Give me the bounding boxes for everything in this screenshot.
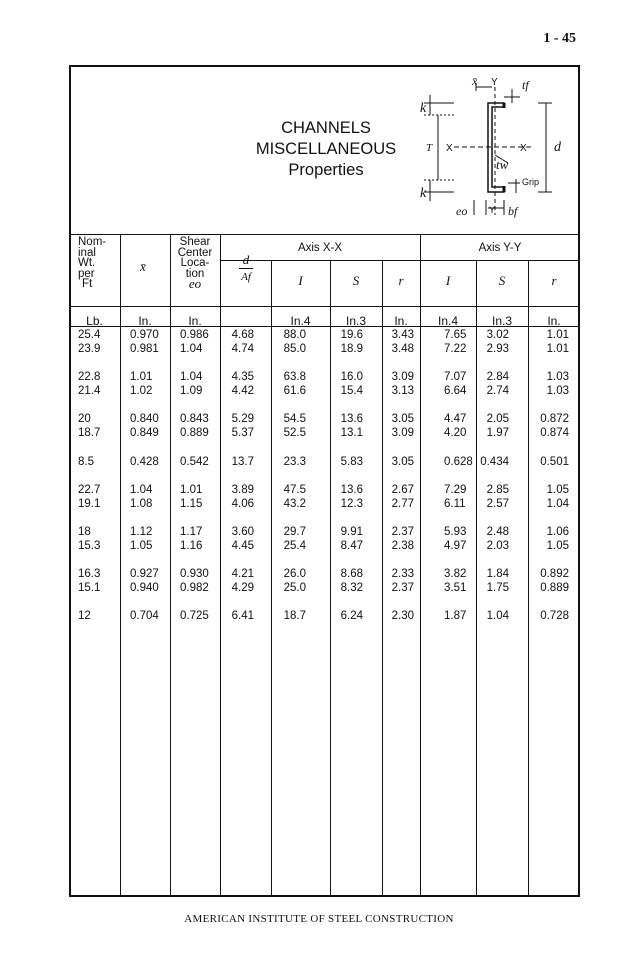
cell-yy-S: 1.75: [486, 582, 509, 594]
cell-xx-S: 5.83: [340, 456, 363, 468]
cell-xx-r: 3.09: [391, 371, 414, 383]
cell-xx-r: 3.05: [391, 413, 414, 425]
cell-d-af: 13.7: [231, 456, 254, 468]
cell-yy-S: 2.05: [486, 413, 509, 425]
cell-xx-r: 3.09: [391, 427, 414, 439]
unit-yy-I: In.4: [437, 314, 458, 328]
cell-nominal-weight: 18.7: [78, 427, 101, 439]
cell-nominal-weight: 22.8: [78, 371, 101, 383]
cell-xbar: 0.981: [130, 343, 159, 355]
cell-xx-S: 13.6: [340, 413, 363, 425]
cell-eo: 0.725: [180, 610, 209, 622]
cell-yy-r: 0.501: [540, 456, 569, 468]
cell-yy-S: 2.85: [486, 484, 509, 496]
cell-xx-I: 61.6: [283, 385, 306, 397]
cell-yy-S: 1.04: [486, 610, 509, 622]
cell-nominal-weight: 20: [78, 413, 91, 425]
cell-yy-I: 4.47: [444, 413, 467, 425]
cell-eo: 0.982: [180, 582, 209, 594]
cell-yy-r: 0.728: [540, 610, 569, 622]
cell-yy-I: 4.20: [444, 427, 467, 439]
header-yy-I: I: [445, 273, 451, 288]
diagram-label-tf: tf: [522, 78, 529, 92]
cell-yy-I: 6.11: [444, 498, 466, 510]
cell-eo: 0.542: [180, 456, 209, 468]
cell-yy-r: 0.872: [540, 413, 569, 425]
header-xx-r: r: [398, 273, 404, 288]
footer-text: AMERICAN INSTITUTE OF STEEL CONSTRUCTION: [184, 913, 454, 925]
cell-xx-r: 2.67: [391, 484, 414, 496]
diagram-label-T: T: [426, 142, 433, 154]
cell-eo: 1.04: [180, 343, 203, 355]
cell-xx-I: 88.0: [283, 329, 306, 341]
title-line-3: Properties: [288, 161, 364, 179]
cell-xx-I: 43.2: [283, 498, 306, 510]
diagram-label-d: d: [554, 140, 561, 155]
cell-yy-S: 1.84: [486, 568, 509, 580]
unit-xbar: In.: [138, 314, 152, 328]
diagram-label-x-left: X: [446, 143, 453, 154]
cell-yy-I: 3.82: [444, 568, 467, 580]
header-yy-r: r: [551, 273, 557, 288]
channel-section-diagram: [416, 75, 576, 223]
cell-nominal-weight: 12: [78, 610, 91, 622]
cell-xx-I: 26.0: [283, 568, 306, 580]
title-line-2: MISCELLANEOUS: [255, 140, 397, 158]
cell-xbar: 1.05: [130, 540, 153, 552]
cell-xx-r: 2.77: [391, 498, 414, 510]
cell-yy-S: 1.97: [486, 427, 509, 439]
header-shear-center: Shear Center Loca- tion eo: [177, 236, 213, 291]
header-nominal-weight: Nom- inal Wt. per Ft: [78, 236, 107, 290]
cell-nominal-weight: 16.3: [78, 568, 101, 580]
cell-d-af: 4.68: [231, 329, 254, 341]
diagram-label-tw: tw: [496, 157, 509, 172]
unit-weight: Lb.: [86, 314, 103, 328]
cell-xx-r: 2.33: [391, 568, 414, 580]
unit-yy-S: In.3: [491, 314, 512, 328]
cell-xbar: 0.849: [130, 427, 159, 439]
cell-d-af: 4.45: [231, 540, 254, 552]
cell-d-af: 4.42: [231, 385, 254, 397]
unit-xx-I: In.4: [290, 314, 311, 328]
cell-nominal-weight: 8.5: [78, 456, 94, 468]
col-rule-2: [170, 234, 171, 897]
cell-eo: 1.01: [180, 484, 203, 496]
page-title: [250, 118, 402, 181]
cell-yy-I: 7.07: [444, 371, 467, 383]
cell-eo: 0.889: [180, 427, 209, 439]
cell-xx-r: 3.48: [391, 343, 414, 355]
cell-xx-I: 52.5: [283, 427, 306, 439]
cell-xx-S: 8.32: [340, 582, 363, 594]
cell-xbar: 1.08: [130, 498, 153, 510]
cell-xx-I: 23.3: [283, 456, 306, 468]
cell-yy-r: 1.06: [546, 526, 569, 538]
cell-nominal-weight: 22.7: [78, 484, 101, 496]
diagram-label-bf: bf: [508, 204, 518, 218]
unit-eo: In.: [188, 314, 202, 328]
cell-yy-r: 0.889: [540, 582, 569, 594]
cell-xx-I: 25.0: [283, 582, 306, 594]
cell-yy-I: 7.65: [444, 329, 467, 341]
header-xx-S: S: [352, 273, 360, 288]
cell-yy-r: 1.04: [546, 498, 569, 510]
cell-xbar: 1.02: [130, 385, 153, 397]
cell-xx-r: 3.13: [391, 385, 414, 397]
cell-eo: 0.843: [180, 413, 209, 425]
cell-xx-I: 85.0: [283, 343, 306, 355]
cell-yy-S: 0.434: [480, 456, 509, 468]
cell-nominal-weight: 25.4: [78, 329, 101, 341]
cell-yy-r: 1.05: [546, 540, 569, 552]
axis-subheader-rule: [220, 260, 580, 261]
cell-yy-I: 3.51: [444, 582, 467, 594]
cell-xx-r: 3.05: [391, 456, 414, 468]
diagram-label-y-top: Y: [491, 77, 498, 88]
cell-nominal-weight: 15.3: [78, 540, 101, 552]
cell-nominal-weight: 21.4: [78, 385, 101, 397]
cell-xbar: 0.428: [130, 456, 159, 468]
diagram-label-y-bottom: Y: [489, 205, 496, 215]
header-xx-I: I: [298, 273, 303, 288]
cell-xx-S: 18.9: [340, 343, 363, 355]
footer: [0, 913, 638, 925]
unit-xx-r: In.: [394, 314, 408, 328]
cell-d-af: 6.41: [231, 610, 254, 622]
cell-nominal-weight: 23.9: [78, 343, 101, 355]
header-top-rule: [69, 234, 580, 235]
header-bottom-rule: [69, 306, 580, 307]
cell-xx-I: 54.5: [283, 413, 306, 425]
cell-xx-I: 18.7: [283, 610, 306, 622]
cell-yy-r: 1.01: [546, 329, 569, 341]
header-d-over-af: d Af: [236, 254, 256, 283]
cell-yy-I: 7.29: [444, 484, 467, 496]
cell-xbar: 0.927: [130, 568, 159, 580]
cell-xx-S: 19.6: [340, 329, 363, 341]
cell-xx-I: 47.5: [283, 484, 306, 496]
cell-nominal-weight: 15.1: [78, 582, 101, 594]
cell-xx-S: 13.1: [340, 427, 363, 439]
cell-yy-I: 7.22: [444, 343, 467, 355]
unit-yy-r: In.: [547, 314, 561, 328]
diagram-label-grip: Grip: [522, 177, 540, 187]
cell-xx-r: 2.37: [391, 526, 414, 538]
cell-xx-r: 2.37: [391, 582, 414, 594]
cell-xbar: 1.12: [130, 526, 153, 538]
cell-yy-S: 2.74: [486, 385, 509, 397]
cell-yy-I: 0.628: [444, 456, 473, 468]
cell-yy-r: 0.892: [540, 568, 569, 580]
cell-eo: 1.15: [180, 498, 203, 510]
cell-d-af: 4.06: [231, 498, 254, 510]
cell-yy-r: 0.874: [540, 427, 569, 439]
cell-eo: 1.17: [180, 526, 203, 538]
cell-yy-S: 2.03: [486, 540, 509, 552]
cell-yy-S: 2.48: [486, 526, 509, 538]
cell-xbar: 1.04: [130, 484, 153, 496]
cell-nominal-weight: 18: [78, 526, 91, 538]
cell-xx-I: 29.7: [283, 526, 306, 538]
cell-yy-I: 4.97: [444, 540, 467, 552]
diagram-label-xbar: x̄: [472, 75, 478, 88]
cell-d-af: 5.29: [231, 413, 254, 425]
title-line-1: CHANNELS: [281, 119, 371, 137]
diagram-label-eo: eo: [456, 204, 468, 218]
cell-eo: 1.16: [180, 540, 203, 552]
cell-d-af: 3.89: [231, 484, 254, 496]
cell-d-af: 4.21: [231, 568, 254, 580]
cell-d-af: 4.35: [231, 371, 254, 383]
cell-xbar: 0.704: [130, 610, 159, 622]
cell-d-af: 4.74: [231, 343, 254, 355]
cell-xx-S: 12.3: [340, 498, 363, 510]
cell-xbar: 0.840: [130, 413, 159, 425]
cell-xx-S: 9.91: [340, 526, 363, 538]
cell-xbar: 0.940: [130, 582, 159, 594]
cell-d-af: 3.60: [231, 526, 254, 538]
header-yy-S: S: [498, 273, 506, 288]
header-xbar: x̄: [140, 259, 146, 274]
cell-xx-r: 3.43: [391, 329, 414, 341]
cell-d-af: 5.37: [231, 427, 254, 439]
diagram-label-x-right: X: [520, 143, 527, 154]
cell-yy-I: 6.64: [444, 385, 467, 397]
cell-xx-S: 8.68: [340, 568, 363, 580]
page-number: 1 - 45: [543, 31, 576, 46]
cell-yy-r: 1.03: [546, 371, 569, 383]
cell-xx-S: 8.47: [340, 540, 363, 552]
cell-eo: 0.930: [180, 568, 209, 580]
diagram-label-k-top: k: [420, 101, 427, 116]
col-rule-1: [120, 234, 121, 897]
cell-eo: 1.04: [180, 371, 203, 383]
cell-xx-I: 63.8: [283, 371, 306, 383]
cell-yy-S: 2.93: [486, 343, 509, 355]
unit-xx-S: In.3: [345, 314, 366, 328]
cell-yy-r: 1.01: [546, 343, 569, 355]
cell-eo: 0.986: [180, 329, 209, 341]
header-axis-yy: Axis Y-Y: [478, 242, 522, 254]
header-axis-xx: Axis X-X: [297, 242, 343, 254]
cell-xx-S: 15.4: [340, 385, 363, 397]
col-rule-7: [420, 234, 421, 897]
cell-xx-S: 16.0: [340, 371, 363, 383]
cell-yy-r: 1.03: [546, 385, 569, 397]
cell-xx-I: 25.4: [283, 540, 306, 552]
cell-xx-S: 6.24: [340, 610, 363, 622]
cell-nominal-weight: 19.1: [78, 498, 101, 510]
cell-xbar: 0.970: [130, 329, 159, 341]
diagram-label-k-bottom: k: [420, 186, 427, 201]
cell-yy-S: 2.84: [486, 371, 509, 383]
cell-eo: 1.09: [180, 385, 203, 397]
cell-xbar: 1.01: [130, 371, 153, 383]
cell-d-af: 4.29: [231, 582, 254, 594]
cell-xx-r: 2.30: [391, 610, 414, 622]
cell-xx-S: 13.6: [340, 484, 363, 496]
cell-yy-I: 1.87: [444, 610, 467, 622]
cell-yy-r: 1.05: [546, 484, 569, 496]
cell-xx-r: 2.38: [391, 540, 414, 552]
cell-yy-S: 2.57: [486, 498, 509, 510]
cell-yy-S: 3.02: [486, 329, 509, 341]
cell-yy-I: 5.93: [444, 526, 467, 538]
